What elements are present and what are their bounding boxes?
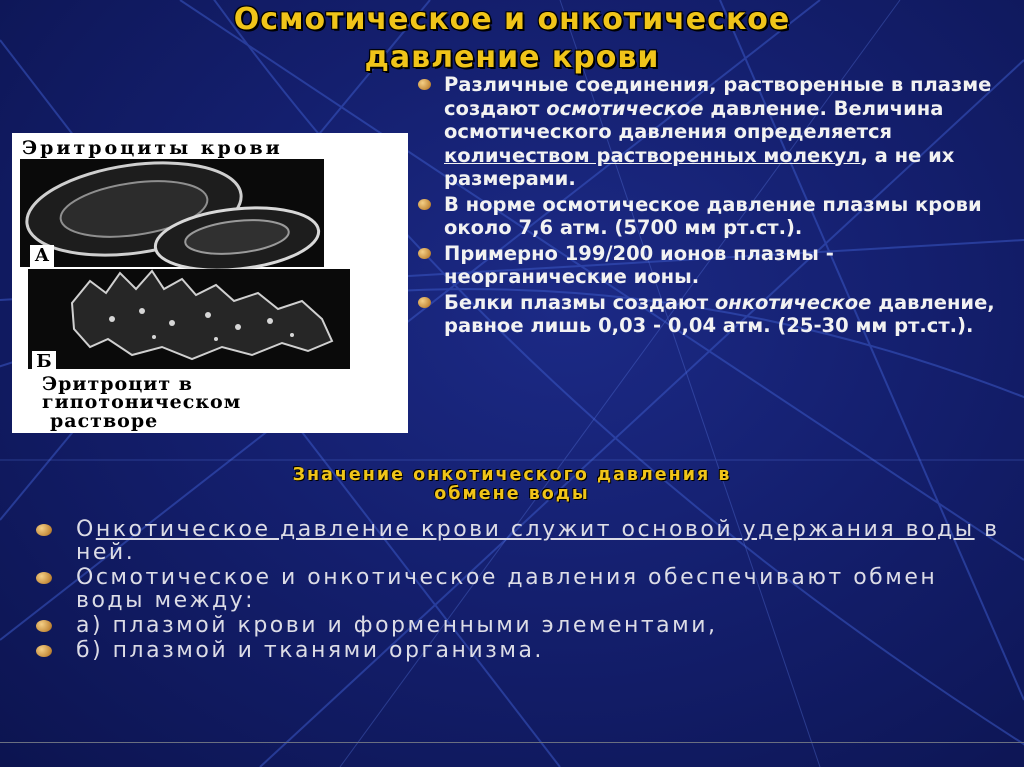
list-item [36, 639, 1006, 662]
osmotic-facts-list [410, 73, 1010, 340]
slide-title-line-2: давление крови [364, 40, 660, 75]
figure-caption-top: Эритроциты крови [22, 137, 283, 159]
bullet-icon [36, 572, 52, 584]
list-item [36, 614, 1006, 637]
figure-caption-bottom-line-2: гипотоническом [42, 391, 242, 413]
list-item-text: Различные соединения, растворенные в плазме создают осмотическое давление. Величина осмотического давления определяется количеством растворенных молекул, а не их размерами. [444, 73, 992, 190]
panel-label-b: Б [32, 351, 56, 373]
list-item [410, 242, 1010, 289]
slide-title-line-1: Осмотическое и онкотическое [233, 2, 791, 37]
italic-term-osmotic: осмотическое [546, 96, 704, 120]
bullet-icon [36, 645, 52, 657]
section-subtitle: Значение онкотического давления в обмене воды [292, 465, 732, 504]
bottom-divider [0, 742, 1024, 743]
figure-caption-bottom-line-1: Эритроцит в [42, 373, 193, 395]
italic-term-oncotic: онкотическое [714, 290, 872, 314]
list-item-text: Примерно 199/200 ионов плазмы - неорганические ионы. [444, 241, 834, 288]
panel-label-a: А [30, 245, 54, 267]
list-item-text: б) плазмой и тканями организма. [76, 638, 544, 663]
list-item-text: Онкотическое давление крови служит основой удержания воды в ней. [76, 517, 1000, 565]
underlined-phrase: количеством растворенных молекул [444, 143, 861, 167]
erythrocyte-figure [12, 133, 408, 433]
bullet-icon [418, 79, 431, 90]
list-item-text: а) плазмой крови и форменными элементами, [76, 613, 718, 638]
bullet-icon [36, 524, 52, 536]
bullet-icon [418, 248, 431, 259]
bullet-icon [36, 620, 52, 632]
list-item [36, 566, 1006, 612]
list-item-text: Белки плазмы создают онкотическое давление, равное лишь 0,03 - 0,04 атм. (25-30 мм рт.ст.). [444, 290, 995, 337]
bullet-icon [418, 297, 431, 308]
list-item [410, 193, 1010, 240]
list-item-text: Осмотическое и онкотическое давления обеспечивают обмен воды между: [76, 565, 938, 613]
figure-caption-bottom-line-3: растворе [50, 410, 159, 432]
list-item [410, 73, 1010, 191]
oncotic-significance-list [36, 518, 1006, 664]
list-item [410, 291, 1010, 338]
bullet-icon [418, 199, 431, 210]
underlined-phrase: нкотическое давление крови служит основой удержания воды [95, 517, 975, 542]
list-item-text: В норме осмотическое давление плазмы крови около 7,6 атм. (5700 мм рт.ст.). [444, 192, 982, 239]
list-item [36, 518, 1006, 564]
